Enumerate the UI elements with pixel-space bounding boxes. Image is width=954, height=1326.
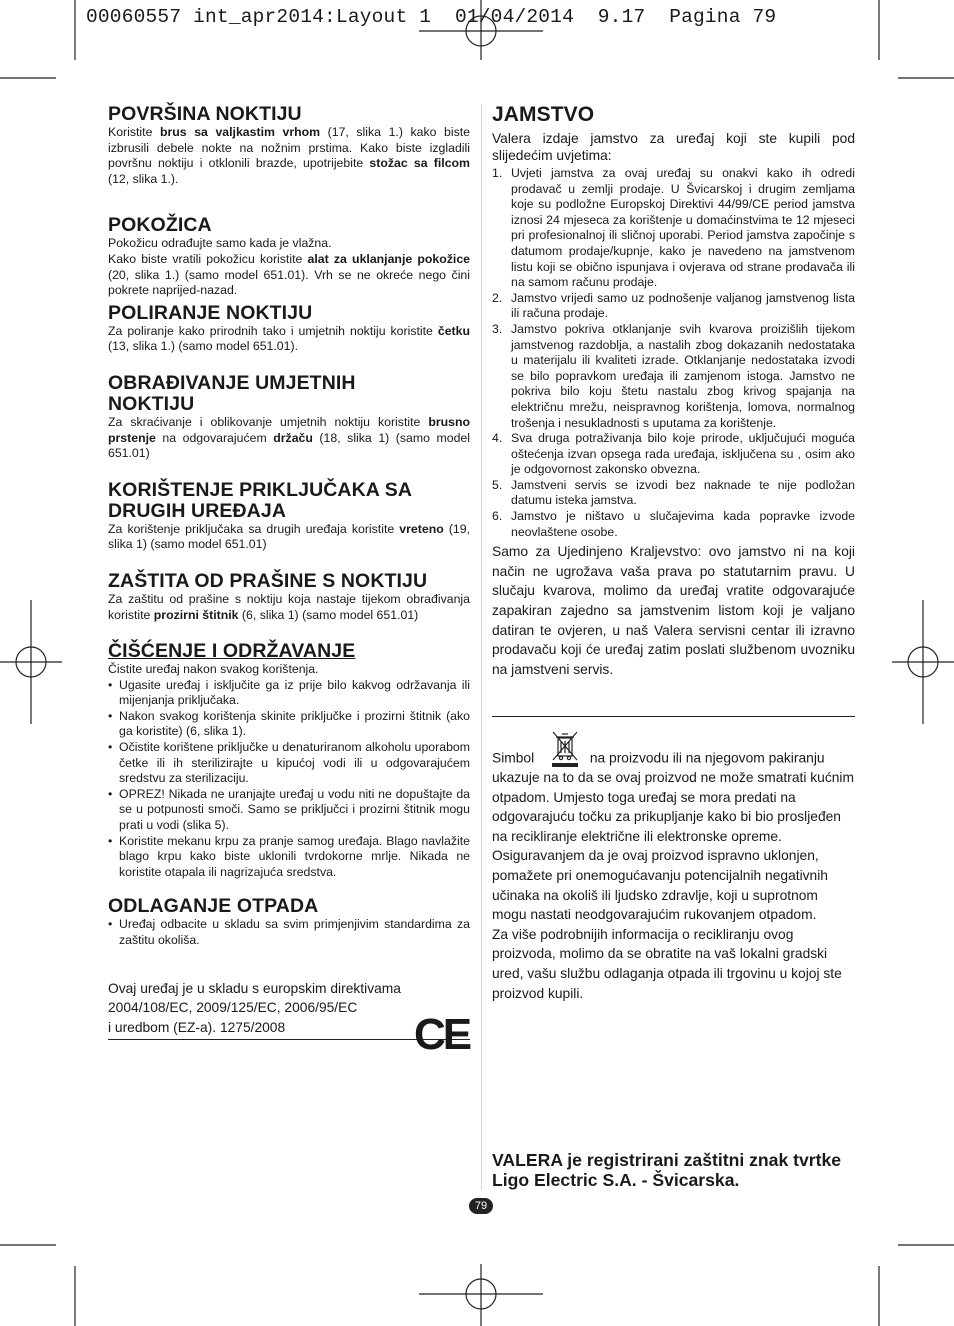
list-item: 3. Jamstvo pokriva otklanjanje svih kvarova proizišlih tijekom jamstvenog razdoblja, a nastalih zbog dokazanih nedostataka u materijalu ili kvaliteti izrade. Otklanjanje nedostataka izvodi se bilo popravkom uređaja ili zamjenom istoga. Jamstvo ne pokriva bilo koju štetu nastalu zbog krivog spajanja na električnu mrežu, neispravnog korištenja, lomova, normalnog trošenja i nesukladnosti s uputama za korištenje. <box>492 321 855 430</box>
section-body: Pokožicu odrađujte samo kada je vlažna. <box>108 236 332 251</box>
section-otpad <box>108 896 470 948</box>
section-body: Čistite uređaj nakon svakog korištenja. <box>108 662 319 677</box>
section-ciscenje <box>108 641 470 880</box>
section-pokozica <box>108 215 470 298</box>
compliance-line: 2004/108/EC, 2009/125/EC, 2006/95/EC <box>108 1000 358 1016</box>
page-number: 79 <box>469 1198 493 1214</box>
list-item: • Očistite korištene priključke u denaturiranom alkoholu uporabom četke ili ih sterilizirajte u kipućoj vodi ili u odgovarajućem sredstvu za sterilizaciju. <box>108 740 470 787</box>
section-zastita <box>108 571 470 623</box>
section-body: Za korištenje priključaka sa drugih uređaja koristite vreteno (19, slika 1) (samo model 651.01) <box>108 521 471 552</box>
warranty-conditions <box>492 166 855 540</box>
trademark-note: VALERA je registrirani zaštitni znak tvrtke Ligo Electric S.A. - Švicarska. <box>492 1150 842 1190</box>
section-title: ČIŠĆENJE I ODRŽAVANJE <box>108 640 356 663</box>
list-item: • OPREZ! Nikada ne uranjajte uređaj u vodu niti ne dopuštajte da se u potpunosti smoči. Samo se priključci i prozirni štitnik mogu prati u vodi (slika 5). <box>108 787 470 834</box>
list-item: • Nakon svakog korištenja skinite priključke i prozirni štitnik (ako ga koristite) (6, slika 1). <box>108 709 470 740</box>
section-povrsina <box>108 104 470 187</box>
section-prikljucci <box>108 480 470 553</box>
section-body: Kako biste vratili pokožicu koristite alat za uklanjanje pokožice (20, slika 1.) (samo model 651.01). Vrh se ne okreće nego čini pokrete naprijed-nazad. <box>108 251 470 298</box>
list-item: 6. Jamstvo je ništavo u slučajevima kada popravke izvode neovlaštene osobe. <box>492 509 855 539</box>
cleaning-list <box>108 678 470 881</box>
print-slug: 00060557 int_apr2014:Layout 1 01/04/2014 9.17 Pagina 79 <box>86 6 777 28</box>
warranty-title: JAMSTVO <box>492 103 595 126</box>
weee-notice <box>492 730 855 1003</box>
section-title: ODLAGANJE OTPADA <box>108 895 319 918</box>
section-title: POVRŠINA NOKTIJU <box>108 103 302 125</box>
weee-more: Za više podrobnijih informacija o recikliranju ovog proizvoda, molimo da se obratite na vaš lokalni gradski ured, vašu službu odlaganja otpada ili trgovinu u kojoj ste proizvod kupili. <box>492 926 842 1001</box>
ce-mark-icon: CE <box>414 1010 470 1059</box>
section-title: POKOŽICA <box>108 214 212 237</box>
section-title: OBRAĐIVANJE UMJETNIH NOKTIJU <box>108 371 356 415</box>
section-poliranje <box>108 303 470 355</box>
compliance-line: i uredbom (EZ-a). 1275/2008 <box>108 1019 286 1035</box>
list-item: 1. Uvjeti jamstva za ovaj uređaj su onakvi kako ih odredi prodavač u zemlji prodaje. U Švicarskoj i drugim zemljama koje su podložne Europskoj Direktivi 44/99/CE period jamstva iznosi 24 mjeseca za korištenje u domaćinstvima te 12 mjeseci pri profesionalnoj ili sličnoj uporabi. Period jamstva započinje s datumom prodaje/kupnje, kako je navedeno na jamstvenom listu koji se obično ispunjava i ovjerava od strane prodavača ili na samom računu prodaje. <box>492 166 855 290</box>
section-body: Za skraćivanje i oblikovanje umjetnih noktiju koristite brusno prstenje na odgovarajućem držaču (18, slika 1) (samo model 651.01) <box>108 414 470 461</box>
list-item: 4. Sva druga potraživanja bilo koje prirode, uključujući moguća oštećenja izvan opsega rada uređaja, isključena su , osim ako je odgovornost zakonsko obvezna. <box>492 431 855 477</box>
section-rule <box>492 716 855 717</box>
section-obradjivanje <box>108 373 470 462</box>
right-column <box>492 130 855 679</box>
section-body: Za poliranje kako prirodnih tako i umjetnih noktiju koristite četku (13, slika 1.) (samo model 651.01). <box>108 323 470 354</box>
list-item: 2. Jamstvo vrijedi samo uz podnošenje valjanog jamstvenog lista ili računa prodaje. <box>492 290 855 321</box>
list-item: • Uređaj odbacite u skladu sa svim primjenjivim standardima za zaštitu okoliša. <box>108 917 470 948</box>
disposal-list <box>108 917 470 948</box>
list-item: 5. Jamstveni servis se izvodi bez naknade te nije podložan datumu isteka jamstva. <box>492 477 855 508</box>
section-title: POLIRANJE NOKTIJU <box>108 301 313 324</box>
weee-body: Simbol na proizvodu ili na njegovom pakiranju ukazuje na to da se ovaj proizvod ne može smatrati kućnim otpadom. Umjesto toga uređaj se mora predati na odgovarajuću točku za prikupljanje kako bi bio prosljeđen na recikliranje električne ili elektronske opreme. Osiguravanjem da je ovaj proizvod ispravno uklonjen, pomažete pri onemogućavanju potencijalnih negativnih učinaka na okoliš ili ljudsko zdravlje, koji u suprotnom mogu nastati neodgovarajućim rukovanjem otpadom. <box>492 730 855 925</box>
column-divider <box>481 104 482 1190</box>
section-title: ZAŠTITA OD PRAŠINE S NOKTIJU <box>108 569 428 592</box>
section-body: Za zaštitu od prašine s noktiju koja nastaje tijekom obrađivanja koristite prozirni štitnik (6, slika 1) (samo model 651.01) <box>108 591 470 622</box>
left-column <box>108 104 470 1040</box>
compliance-line: Ovaj uređaj je u skladu s europskim direktivama <box>108 980 401 996</box>
list-item: • Ugasite uređaj i isključite ga iz prije bilo kakvog održavanja ili mijenjanja priključaka. <box>108 678 470 709</box>
warranty-intro: Valera izdaje jamstvo za uređaj koji ste kupili pod slijedećim uvjetima: <box>492 131 855 163</box>
section-body: Koristite brus sa valjkastim vrhom (17, slika 1.) kako biste izbrusili debele nokte na nožnim prstima. Kako biste izgladili površnu noktiju i otklonili brazde, upotrijebite stožac sa filcom (12, slika 1.). <box>108 125 470 186</box>
list-item: • Koristite mekanu krpu za pranje samog uređaja. Blago navlažite blago krpu kako biste uklonili tvrdokorne mrlje. Nikada ne koristite otapala ili nagrizajuća sredstva. <box>108 834 470 881</box>
crossed-bin-icon <box>550 730 580 768</box>
uk-notice: Samo za Ujedinjeno Kraljevstvo: ovo jamstvo ni na koji način ne ugrožava vaša prava po statutarnim pravu. U slučaju kvarova, molimo da uređaj vratite odgovarajuće zapakiran zajedno sa jamstvenim listom koji je valjano datiran te ovjeren, u naš Valera servisni centar ili izravno prodavaču koji će uređaj zatim poslati službenom uvozniku na jamstveni servis. <box>492 544 855 677</box>
section-title: KORIŠTENJE PRIKLJUČAKA SA DRUGIH UREĐAJA <box>108 478 412 522</box>
